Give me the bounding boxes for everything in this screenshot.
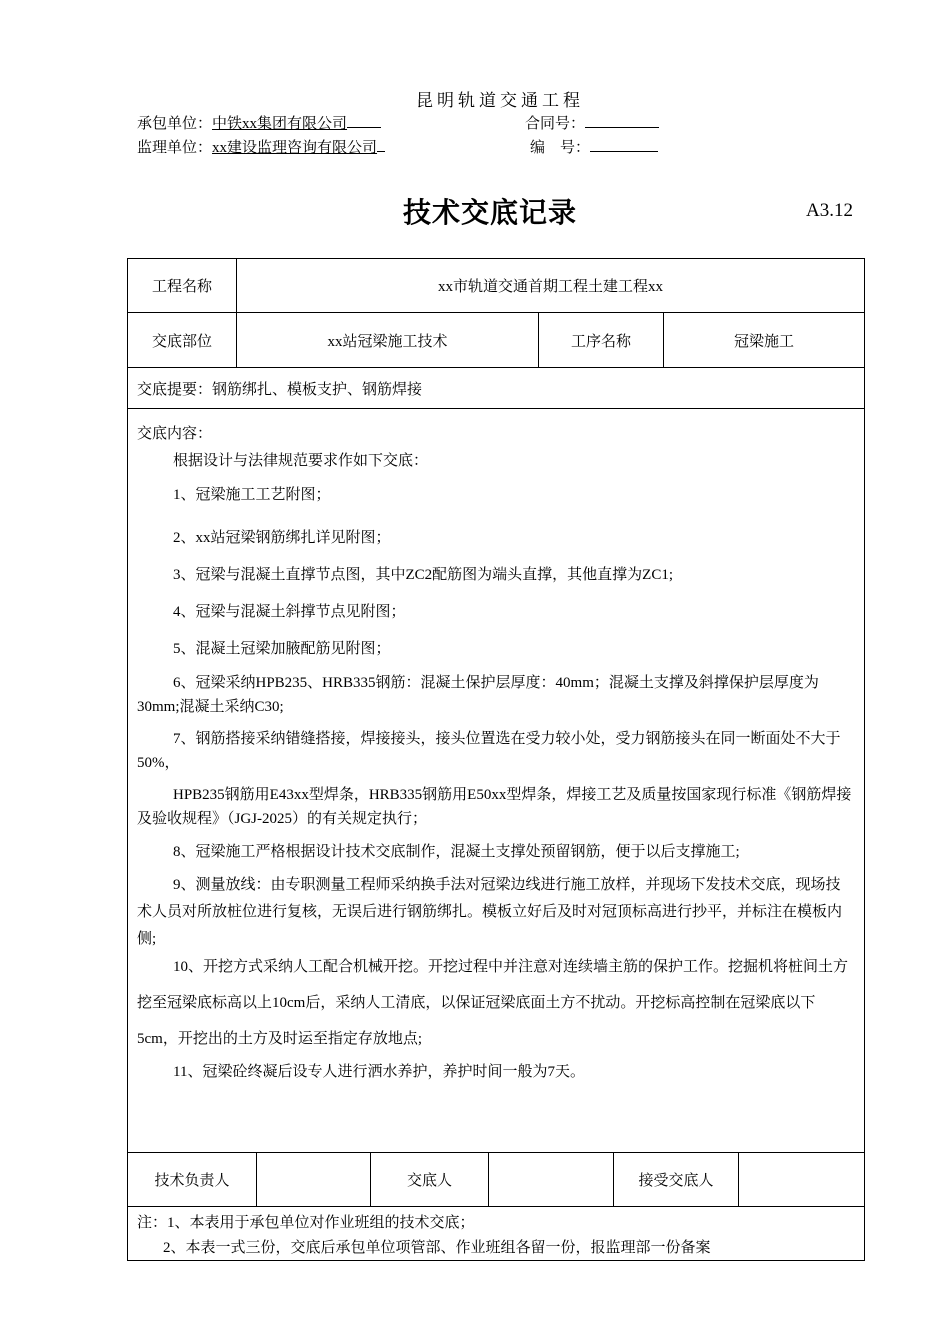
location-value: xx站冠梁施工技术 bbox=[236, 312, 539, 368]
form-code: A3.12 bbox=[806, 200, 853, 221]
content-item-2: 2、xx站冠梁钢筋绑扎详见附图； bbox=[173, 530, 391, 546]
notes-section bbox=[127, 1206, 865, 1261]
content-item-3: 3、冠梁与混凝土直撑节点图，其中ZC2配筋图为端头直撑，其他直撑为ZC1; bbox=[173, 567, 674, 583]
contract-no-blank bbox=[585, 113, 659, 128]
content-item-7-welding: HPB235钢筋用E43xx型焊条，HRB335钢筋用E50xx型焊条，焊接工艺及质量按国家现行标准《钢筋焊接及验收规程》（JGJ-2025）的有关规定执行； bbox=[137, 787, 852, 827]
discloser-label: 交底人 bbox=[370, 1152, 489, 1207]
content-item-10: 10、开挖方式采纳人工配合机械开挖。开挖过程中并注意对连续墙主筋的保护工作。挖掘机将桩间土方挖至冠梁底标高以上10cm后，采纳人工清底，以保证冠梁底面土方不扰动。开挖标高控制在冠梁底以下5cm，开挖出的土方及时运至指定存放地点; bbox=[137, 959, 849, 1047]
serial-no-line bbox=[530, 136, 658, 157]
content-item-1: 1、冠梁施工工艺附图； bbox=[173, 487, 331, 503]
content-item-4: 4、冠梁与混凝土斜撑节点见附图； bbox=[173, 604, 406, 620]
content-item-6: 6、冠梁采纳HPB235、HRB335钢筋：混凝土保护层厚度：40mm；混凝土支撑及斜撑保护层厚度为30mm;混凝土采纳C30; bbox=[137, 675, 819, 715]
content-item-8: 8、冠梁施工严格根据设计技术交底制作，混凝土支撑处预留钢筋，便于以后支撑施工; bbox=[173, 844, 740, 860]
contractor-underline bbox=[347, 113, 381, 128]
process-label: 工序名称 bbox=[538, 312, 664, 368]
summary-row: 交底提要：钢筋绑扎、模板支护、钢筋焊接 bbox=[127, 367, 865, 409]
content-intro: 根据设计与法律规范要求作如下交底： bbox=[173, 453, 429, 469]
note-1: 注：1、本表用于承包单位对作业班组的技术交底； bbox=[137, 1215, 475, 1231]
contract-no-label: 合同号： bbox=[525, 116, 586, 132]
project-name-label: 工程名称 bbox=[127, 258, 237, 313]
content-label: 交底内容： bbox=[137, 426, 213, 442]
contractor-label: 承包单位： bbox=[137, 116, 213, 132]
contract-no-line bbox=[525, 112, 659, 133]
location-label: 交底部位 bbox=[127, 312, 237, 368]
tech-lead-label: 技术负责人 bbox=[127, 1152, 257, 1207]
receiver-label: 接受交底人 bbox=[613, 1152, 739, 1207]
content-item-11: 11、冠梁砼终凝后设专人进行洒水养护，养护时间一般为7天。 bbox=[173, 1064, 585, 1080]
content-item-5: 5、混凝土冠梁加腋配筋见附图； bbox=[173, 641, 391, 657]
content-section bbox=[127, 408, 865, 1153]
content-item-9: 9、测量放线：由专职测量工程师采纳换手法对冠梁边线进行施工放样，并现场下发技术交底，现场技术人员对所放桩位进行复核，无误后进行钢筋绑扎。模板立好后及时对冠顶标高进行抄平，并标注在模板内侧; bbox=[137, 877, 843, 947]
note-2: 2、本表一式三份，交底后承包单位项管部、作业班组各留一份，报监理部一份备案 bbox=[163, 1240, 711, 1256]
supervisor-underline bbox=[377, 137, 385, 152]
content-item-7: 7、钢筋搭接采纳错缝搭接，焊接接头，接头位置选在受力较小处，受力钢筋接头在同一断面处不大于50%， bbox=[137, 731, 841, 771]
contractor-line bbox=[137, 112, 381, 133]
serial-no-blank bbox=[590, 137, 658, 152]
project-title: 昆明轨道交通工程 bbox=[416, 91, 584, 110]
supervisor-line bbox=[137, 136, 385, 157]
project-name-value: xx市轨道交通首期工程土建工程xx bbox=[236, 258, 865, 313]
serial-no-label: 编 号： bbox=[530, 140, 591, 156]
document-title: 技术交底记录 bbox=[402, 196, 577, 229]
contractor-value: 中铁xx集团有限公司 bbox=[212, 116, 348, 132]
supervisor-value: xx建设监理咨询有限公司 bbox=[212, 140, 378, 156]
discloser-signature bbox=[488, 1152, 614, 1207]
receiver-signature bbox=[738, 1152, 865, 1207]
process-value: 冠梁施工 bbox=[663, 312, 865, 368]
supervisor-label: 监理单位： bbox=[137, 140, 213, 156]
tech-lead-signature bbox=[256, 1152, 371, 1207]
